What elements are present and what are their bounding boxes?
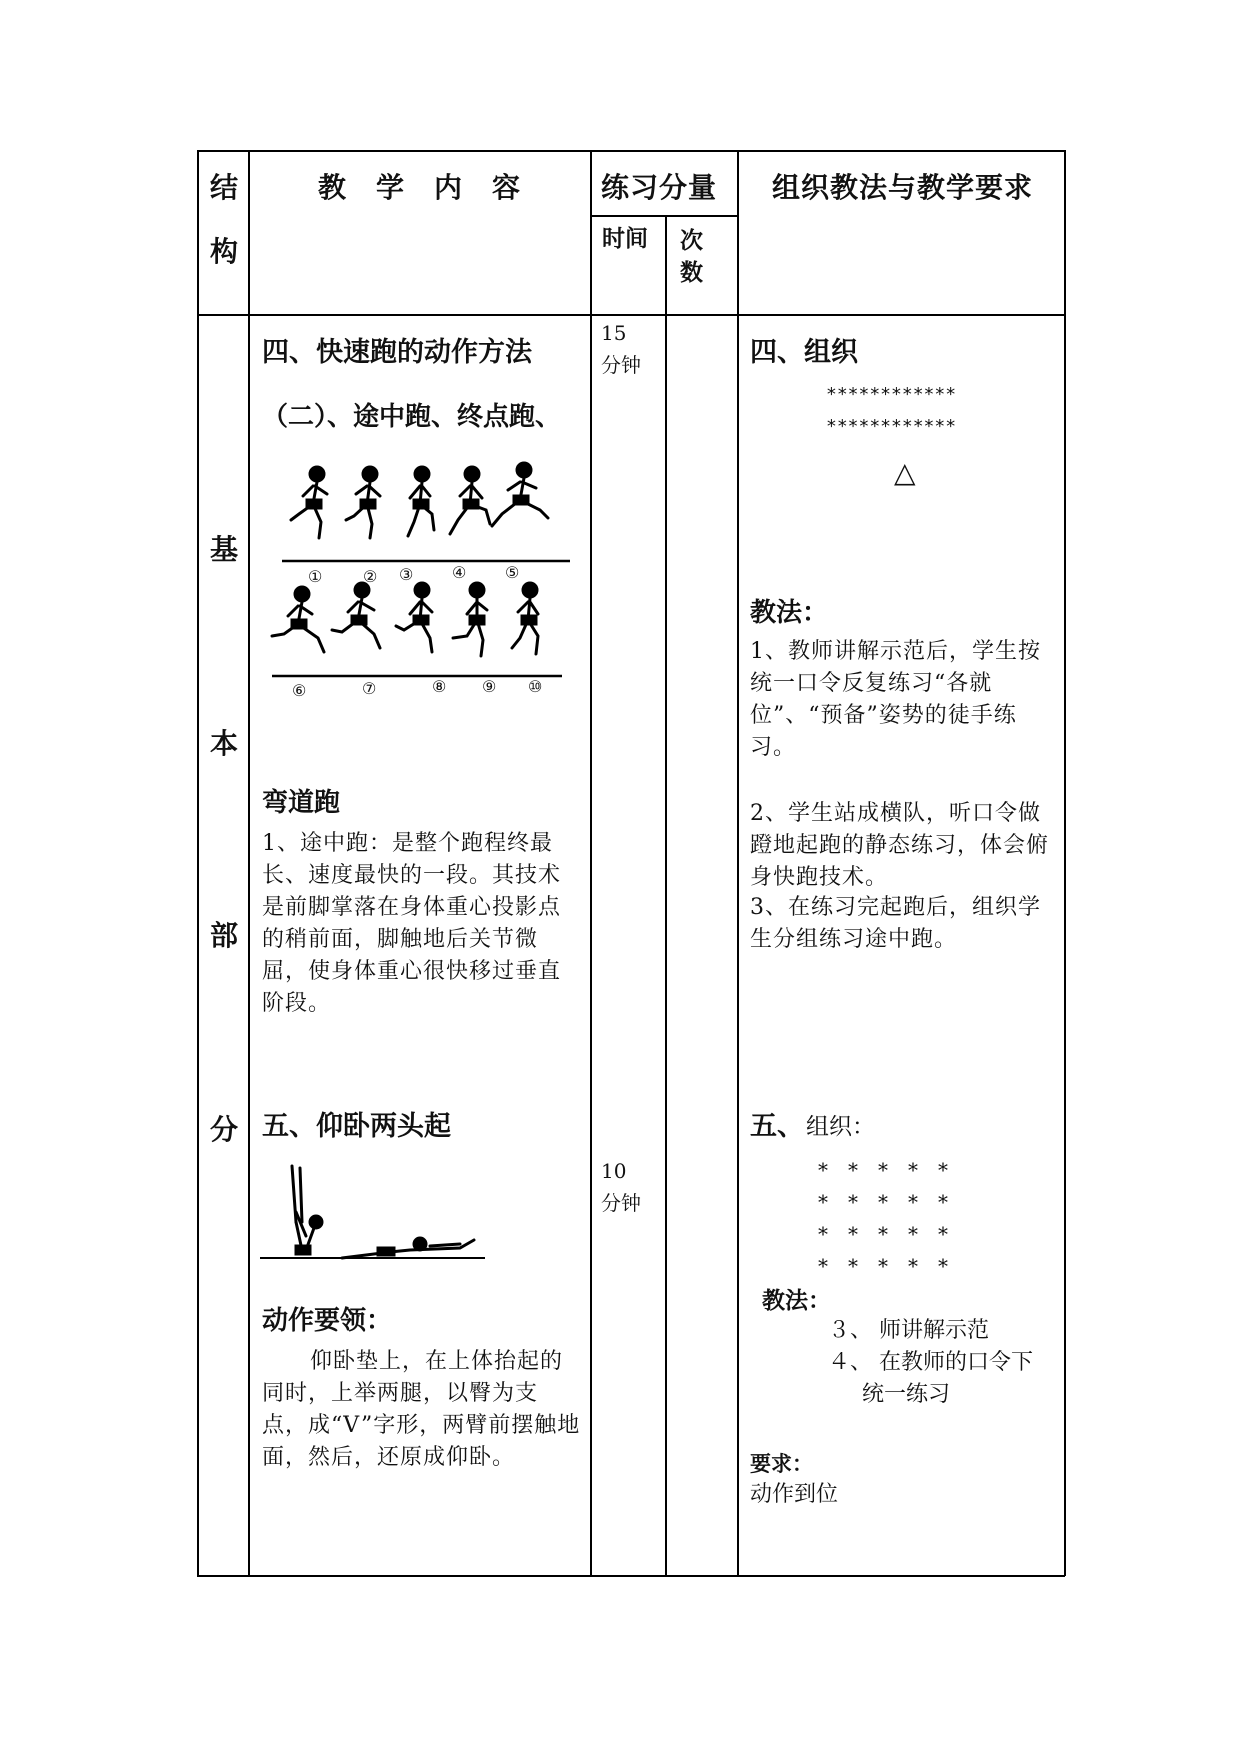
header-count-1: 次 bbox=[680, 227, 703, 254]
figure-number-7: ⑦ bbox=[362, 679, 377, 698]
grid-row-4: * * * * * bbox=[818, 1254, 948, 1278]
method2-item-2b: 统一练习 bbox=[862, 1382, 951, 1407]
org4-title: 四、组织 bbox=[750, 337, 858, 368]
section4-subtitle-2: 弯道跑 bbox=[262, 788, 341, 818]
formation-row-2: ************ bbox=[826, 416, 957, 437]
structure-char-2: 本 bbox=[210, 727, 239, 760]
figure-number-6: ⑥ bbox=[292, 681, 307, 700]
figure-number-2: ② bbox=[363, 567, 378, 586]
org5-title-prefix: 五、 bbox=[750, 1111, 804, 1142]
header-content: 教 学 内 容 bbox=[318, 171, 522, 204]
org5-title: 组织： bbox=[806, 1114, 875, 1140]
figure-number-1: ① bbox=[308, 567, 323, 586]
grid-row-1: * * * * * bbox=[818, 1158, 948, 1182]
figure-number-3: ③ bbox=[399, 565, 414, 584]
teacher-triangle-icon: △ bbox=[894, 456, 916, 489]
content-col-divider bbox=[590, 150, 592, 1576]
method-title: 教法： bbox=[750, 598, 829, 628]
header-organization: 组织教法与教学要求 bbox=[772, 171, 1034, 204]
figure-number-9: ⑨ bbox=[482, 677, 497, 696]
key-points-title: 动作要领： bbox=[262, 1306, 393, 1336]
figure-number-10: ⑩ bbox=[528, 677, 543, 696]
requirement-title: 要求： bbox=[750, 1451, 813, 1476]
requirement-text: 动作到位 bbox=[750, 1482, 839, 1507]
table-bottom-border bbox=[197, 1575, 1065, 1577]
header-practice-amount: 练习分量 bbox=[601, 171, 718, 204]
method-item-3: 3、在练习完起跑后，组织学生分组练习途中跑。 bbox=[750, 895, 1041, 952]
practice-col-divider bbox=[737, 150, 739, 1576]
method2-item-2: ４、 在教师的口令下 bbox=[828, 1350, 1033, 1375]
header-structure-2: 构 bbox=[210, 235, 239, 268]
practice-header-divider bbox=[590, 215, 738, 217]
method-item-1: 1、教师讲解示范后，学生按统一口令反复练习“各就位”、“预备”姿势的徒手练习。 bbox=[750, 639, 1041, 760]
time-2-unit: 分钟 bbox=[601, 1191, 641, 1215]
structure-char-1: 基 bbox=[210, 533, 239, 566]
method2-item-1: ３、 师讲解示范 bbox=[828, 1318, 989, 1343]
v-sit-figure bbox=[260, 1162, 490, 1272]
header-structure-1: 结 bbox=[210, 171, 239, 204]
time-1-value: 15 bbox=[601, 321, 627, 345]
table-right-border bbox=[1064, 150, 1066, 1576]
header-count-2: 数 bbox=[680, 259, 703, 286]
time-2-value: 10 bbox=[601, 1159, 627, 1183]
table-top-border bbox=[197, 150, 1065, 152]
figure-number-4: ④ bbox=[452, 563, 467, 582]
figure-number-5: ⑤ bbox=[505, 563, 520, 582]
method-item-2: 2、学生站成横队，听口令做蹬地起跑的静态练习，体会俯身快跑技术。 bbox=[750, 801, 1050, 890]
structure-col-divider bbox=[248, 150, 250, 1576]
section5-text: 仰卧垫上，在上体抬起的同时，上举两腿，以臀为支点，成“V”字形，两臂前摆触地面，然后，还原成仰卧。 bbox=[262, 1349, 581, 1470]
table-left-border bbox=[197, 150, 199, 1576]
structure-char-3: 部 bbox=[210, 919, 239, 952]
method2-title: 教法： bbox=[762, 1287, 831, 1314]
grid-row-3: * * * * * bbox=[818, 1222, 948, 1246]
grid-row-2: * * * * * bbox=[818, 1190, 948, 1214]
section4-subtitle: （二）、途中跑、终点跑、 bbox=[262, 402, 562, 432]
section4-title: 四、快速跑的动作方法 bbox=[262, 337, 532, 368]
section5-title: 五、仰卧两头起 bbox=[262, 1111, 451, 1142]
formation-row-1: ************ bbox=[826, 384, 957, 405]
header-bottom-border bbox=[197, 314, 1065, 316]
structure-char-4: 分 bbox=[210, 1113, 239, 1146]
header-time: 时间 bbox=[602, 225, 648, 252]
time-count-divider bbox=[665, 215, 667, 1576]
time-1-unit: 分钟 bbox=[601, 353, 641, 377]
section4-text: 1、途中跑：是整个跑程终最长、速度最快的一段。其技术是前脚掌落在身体重心投影点的稍前面，脚触地后关节微屈，使身体重心很快移过垂直阶段。 bbox=[262, 831, 562, 1016]
figure-number-8: ⑧ bbox=[432, 677, 447, 696]
